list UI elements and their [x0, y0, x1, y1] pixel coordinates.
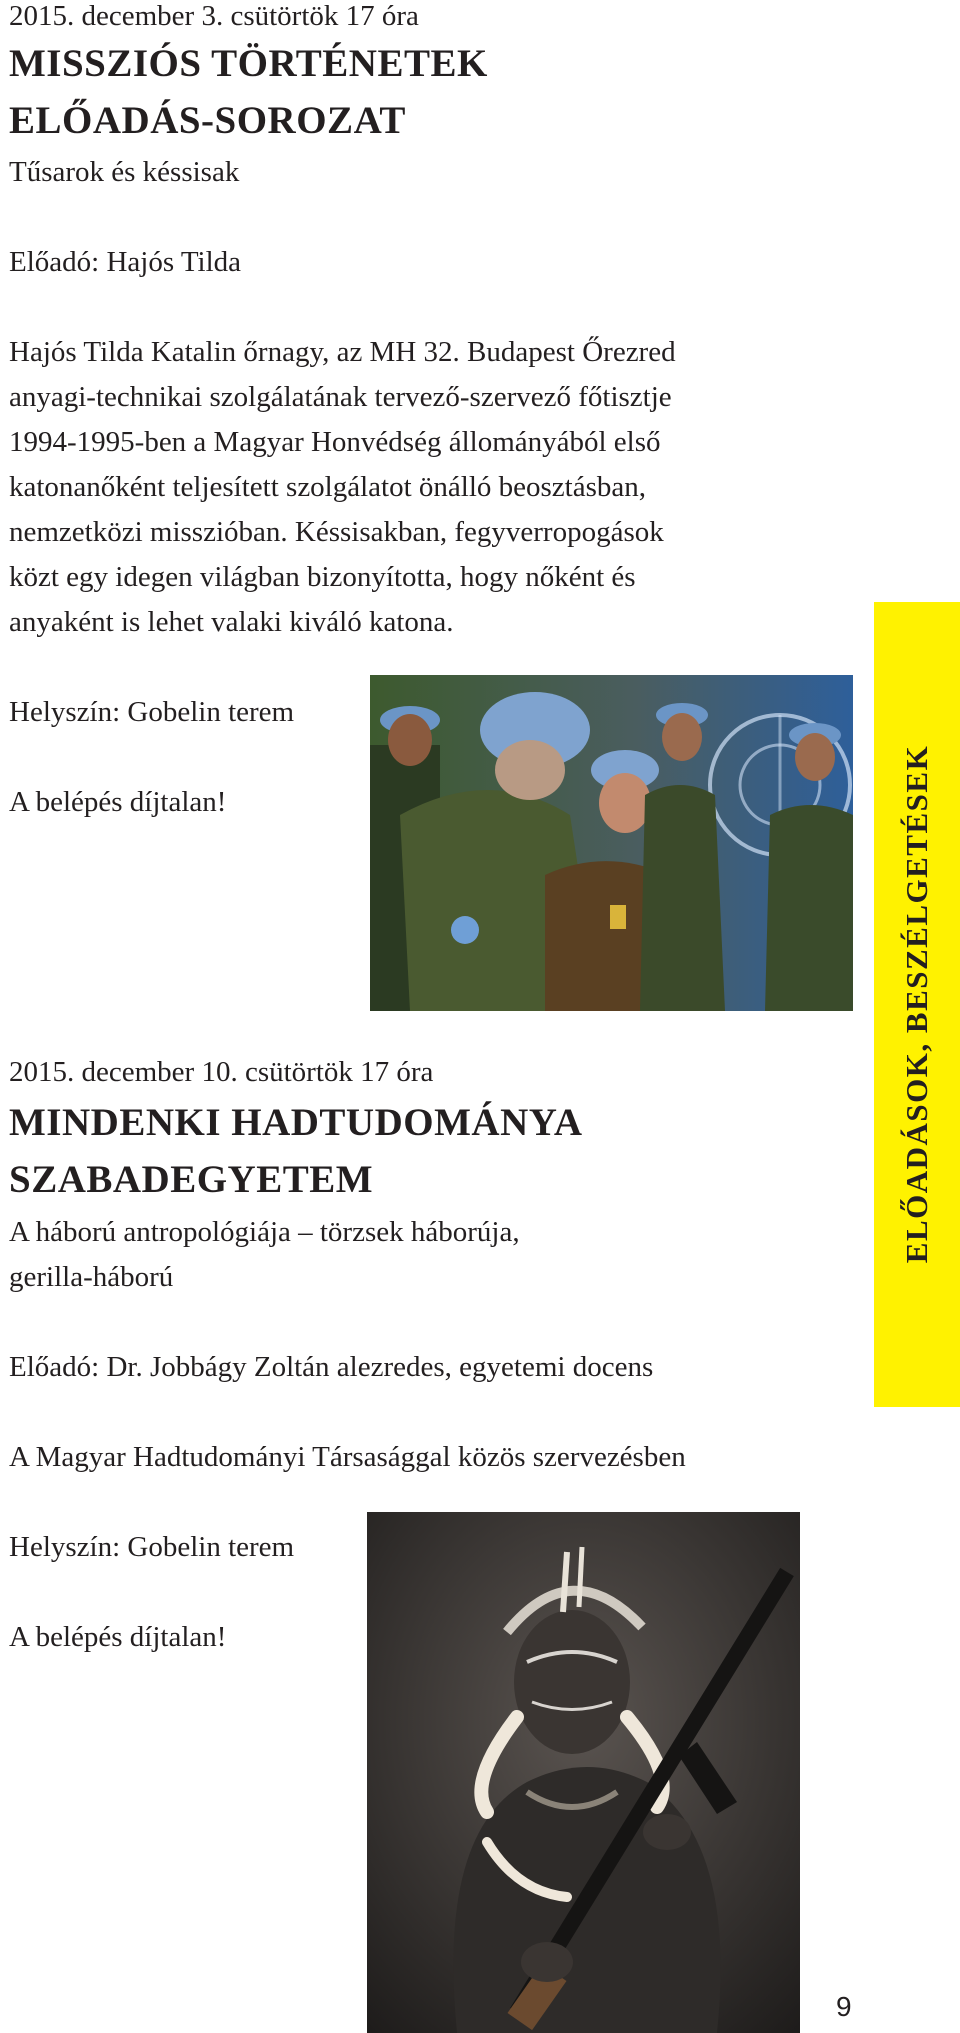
event2-speaker: Előadó: Dr. Jobbágy Zoltán alezredes, egyetemi docens [9, 1351, 654, 1383]
event2-organizer: A Magyar Hadtudományi Társasággal közös szervezésben [9, 1441, 686, 1473]
event1-subtitle: Tűsarok és késsisak [9, 156, 240, 188]
photo2-illustration [367, 1512, 800, 2033]
section-side-tab [874, 602, 960, 1407]
event1-title-line1: MISSZIÓS TÖRTÉNETEK [9, 42, 488, 85]
event2-subtitle-line2: gerilla-háború [9, 1261, 174, 1293]
event1-description-line: katonanőként teljesített szolgálatot önálló beosztásban, [9, 471, 647, 503]
event2-title-line2: SZABADEGYETEM [9, 1158, 374, 1201]
event1-description-line: anyaként is lehet valaki kiváló katona. [9, 606, 454, 638]
event1-location: Helyszín: Gobelin terem [9, 696, 295, 728]
event1-entry: A belépés díjtalan! [9, 786, 227, 818]
tribal-warrior-with-rifle-photo [367, 1512, 800, 2033]
event2-title-line1: MINDENKI HADTUDOMÁNYA [9, 1101, 583, 1144]
event1-description-line: közt egy idegen világban bizonyította, hogy nőként és [9, 561, 636, 593]
photo1-illustration [370, 675, 853, 1011]
event1-date: 2015. december 3. csütörtök 17 óra [9, 0, 419, 32]
event2-date: 2015. december 10. csütörtök 17 óra [9, 1056, 434, 1088]
event1-description [9, 330, 799, 645]
event1-title-line2: ELŐADÁS-SOROZAT [9, 99, 406, 142]
event1-description-line: Hajós Tilda Katalin őrnagy, az MH 32. Budapest Őrezred [9, 336, 676, 368]
event1-description-line: nemzetközi misszióban. Késsisakban, fegyverropogások [9, 516, 664, 548]
event2-location: Helyszín: Gobelin terem [9, 1531, 295, 1563]
event1-description-line: 1994-1995-ben a Magyar Honvédség állományából első [9, 426, 661, 458]
event1-speaker: Előadó: Hajós Tilda [9, 246, 242, 278]
page-number: 9 [836, 1991, 852, 2022]
event1-description-line: anyagi-technikai szolgálatának tervező-szervező főtisztje [9, 381, 672, 413]
event2-subtitle-line1: A háború antropológiája – törzsek háborúja, [9, 1216, 520, 1248]
soldiers-medal-ceremony-photo [370, 675, 853, 1011]
event2-entry: A belépés díjtalan! [9, 1621, 227, 1653]
section-side-tab-label: ELŐADÁSOK, BESZÉLGETÉSEK [899, 744, 934, 1264]
